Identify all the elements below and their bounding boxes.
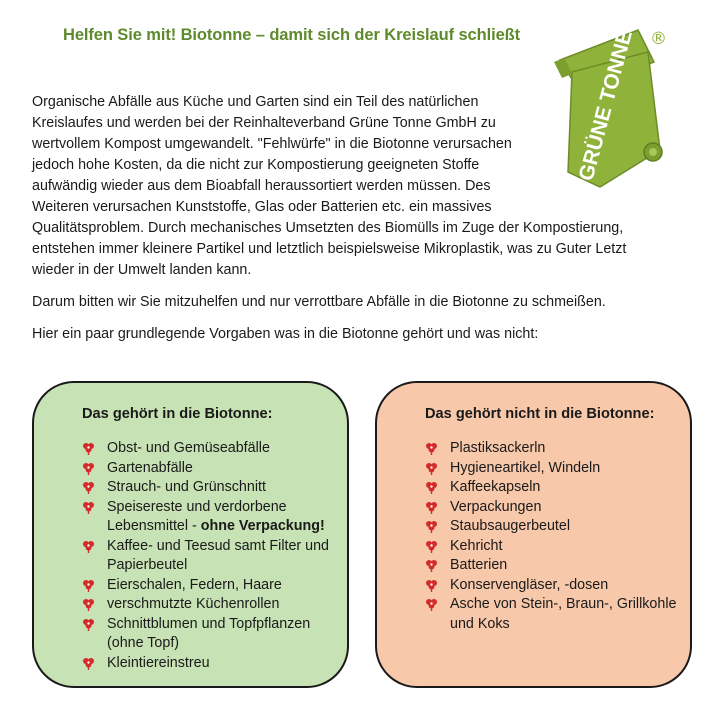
intro-paragraph-2: Darum bitten wir Sie mitzuhelfen und nur verrottbare Abfälle in die Biotonne zu schmeißen. xyxy=(32,294,606,310)
list-item-text: Kaffeekapseln xyxy=(450,479,541,495)
list-item-text: Schnittblumen und Topfpflanzen (ohne Topf) xyxy=(107,615,311,651)
list-item xyxy=(425,459,680,479)
intro-line: Weiteren verursachen Kunststoffe, Glas oder Batterien etc. ein massives xyxy=(32,199,492,215)
forbidden-heading: Das gehört nicht in die Biotonne: xyxy=(425,406,655,422)
logo-text: GRÜNE TONNE xyxy=(574,27,637,184)
list-item xyxy=(425,537,680,557)
list-item-text: verschmutzte Küchenrollen xyxy=(107,596,280,612)
list-item xyxy=(82,576,337,596)
list-item xyxy=(82,615,337,654)
list-item xyxy=(425,595,680,634)
list-item xyxy=(425,556,680,576)
list-item-text: Kehricht xyxy=(450,537,503,554)
intro-line: aufwändig wieder aus dem Bioabfall heraussortiert werden müssen. Des xyxy=(32,178,491,194)
allowed-list xyxy=(82,439,337,673)
forbidden-items-box xyxy=(375,381,692,688)
red-flower-bullet-icon xyxy=(82,618,95,631)
registered-mark: ® xyxy=(650,29,667,49)
list-item-text: Batterien xyxy=(450,557,508,573)
red-flower-bullet-icon xyxy=(425,462,438,475)
list-item-text: Strauch- und Grünschnitt xyxy=(107,479,266,495)
red-flower-bullet-icon xyxy=(82,442,95,455)
list-item xyxy=(82,439,337,459)
list-item xyxy=(82,498,337,537)
forbidden-list xyxy=(425,439,680,634)
allowed-heading: Das gehört in die Biotonne: xyxy=(82,406,273,422)
red-flower-bullet-icon xyxy=(425,540,438,553)
red-flower-bullet-icon xyxy=(425,559,438,572)
intro-line: wertvollem Kompost umgewandelt. "Fehlwürfe" in die Biotonne verursachen xyxy=(32,136,512,152)
list-item xyxy=(425,478,680,498)
list-item xyxy=(425,576,680,596)
red-flower-bullet-icon xyxy=(82,462,95,475)
intro-line: entstehen immer kleinere Partikel und letztlich beispielsweise Mikroplastik, was zu Guter Letzt xyxy=(32,241,627,257)
list-item xyxy=(82,459,337,479)
red-flower-bullet-icon xyxy=(425,481,438,494)
red-flower-bullet-icon xyxy=(425,579,438,592)
list-item-text: Gartenabfälle xyxy=(107,459,193,476)
red-flower-bullet-icon xyxy=(425,442,438,455)
list-item xyxy=(425,439,680,459)
list-item-text: Asche von Stein-, Braun-, Grillkohle und Koks xyxy=(450,596,677,632)
intro-line: wieder in der Umwelt landen kann. xyxy=(32,262,252,278)
list-item-text: Verpackungen xyxy=(450,498,542,515)
list-item-text: Speisereste und verdorbene Lebensmittel - xyxy=(107,498,287,534)
red-flower-bullet-icon xyxy=(82,501,95,514)
red-flower-bullet-icon xyxy=(82,579,95,592)
red-flower-bullet-icon xyxy=(82,598,95,611)
intro-paragraph-3: Hier ein paar grundlegende Vorgaben was in die Biotonne gehört und was nicht: xyxy=(32,326,539,342)
red-flower-bullet-icon xyxy=(425,501,438,514)
list-item-text: Eierschalen, Federn, Haare xyxy=(107,576,282,593)
intro-line: jedoch hohe Kosten, da die nicht zur Kompostierung geeigneten Stoffe xyxy=(32,157,480,173)
red-flower-bullet-icon xyxy=(82,657,95,670)
intro-line: Organische Abfälle aus Küche und Garten sind ein Teil des natürlichen xyxy=(32,94,479,110)
page-title: Helfen Sie mit! Biotonne – damit sich der Kreislauf schließt xyxy=(63,26,521,44)
list-item xyxy=(82,537,337,576)
list-item xyxy=(82,654,337,674)
red-flower-bullet-icon xyxy=(425,598,438,611)
intro-text xyxy=(32,92,644,356)
list-item-text: Obst- und Gemüseabfälle xyxy=(107,440,270,456)
intro-line: Kreislaufes und werden bei der Reinhalteverband Grüne Tonne GmbH zu xyxy=(32,115,496,131)
intro-paragraph-1 xyxy=(32,92,644,281)
intro-line: Qualitätsproblem. Durch mechanisches Umsetzten des Biomülls im Zuge der Kompostierung, xyxy=(32,220,624,236)
list-item-text: Plastiksackerln xyxy=(450,440,546,456)
list-item-text: Hygieneartikel, Windeln xyxy=(450,459,601,476)
list-item xyxy=(82,478,337,498)
list-item-text: Staubsaugerbeutel xyxy=(450,518,571,534)
list-item-text: Kaffee- und Teesud samt Filter und Papierbeutel xyxy=(107,537,329,573)
list-item-emphasis: ohne Verpackung! xyxy=(200,518,325,534)
list-item-text: Konservengläser, -dosen xyxy=(450,576,609,593)
red-flower-bullet-icon xyxy=(425,520,438,533)
red-flower-bullet-icon xyxy=(82,540,95,553)
list-item xyxy=(82,595,337,615)
list-item-text: Kleintiereinstreu xyxy=(107,654,210,671)
list-item xyxy=(425,517,680,537)
list-item xyxy=(425,498,680,518)
allowed-items-box xyxy=(32,381,349,688)
red-flower-bullet-icon xyxy=(82,481,95,494)
